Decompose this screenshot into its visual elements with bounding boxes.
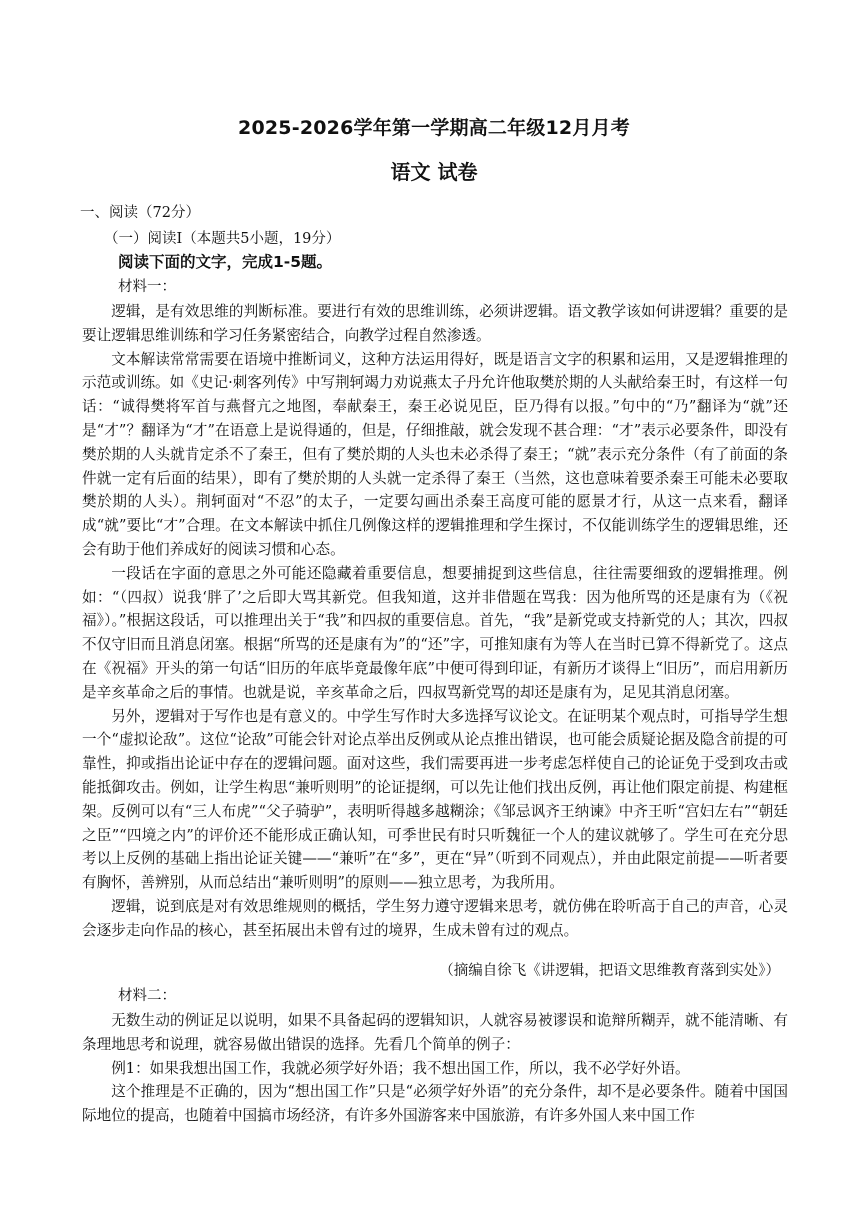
material-2-label: 材料二：: [118, 988, 176, 1004]
paragraph: 这个推理是不正确的，因为“想出国工作”只是“必须学好外语”的充分条件，却不是必要条件。随着中国国际地位的提高，也随着中国搞市场经济，有许多外国游客来中国旅游，有许多外国人来中国工作: [82, 1083, 788, 1125]
material-1-body: [82, 300, 788, 943]
material-1-source: （摘编自徐飞《讲逻辑，把语文思维教育落到实处》）: [439, 963, 780, 979]
paragraph: 逻辑，是有效思维的判断标准。要进行有效的思维训练，必须讲逻辑。语文教学该如何讲逻辑？重要的是要让逻辑思维训练和学习任务紧密结合，向教学过程自然渗透。: [82, 303, 788, 344]
section-heading: 一、阅读（72分）: [80, 205, 200, 221]
exam-title: 2025-2026学年第一学期高二年级12月月考: [238, 117, 630, 139]
sub-section-heading: （一）阅读Ⅰ（本题共5小题，19分）: [104, 231, 341, 247]
paragraph: 一段话在字面的意思之外可能还隐藏着重要信息，想要捕捉到这些信息，往往需要细致的逻辑推理。例如：“（四叔）说我‘胖了’之后即大骂其新党。但我知道，这并非借题在骂我：因为他所骂的还是康有为（《祝福》）。”根据这段话，可以推理出关于“我”和四叔的重要信息。首先，“我”是新党或支持新党的人；其次，四叔不仅守旧而且消息闭塞。根据“所骂的还是康有为”的“还”字，可推知康有为等人在当时已算不得新党了。这点在《祝福》开头的第一句话“旧历的年底毕竟最像年底”中便可得到印证，有新历才谈得上“旧历”，而启用新历是辛亥革命之后的事情。也就是说，辛亥革命之后，四叔骂新党骂的却还是康有为，足见其消息闭塞。: [82, 564, 788, 701]
paragraph: 例1：如果我想出国工作，我就必须学好外语；我不想出国工作，所以，我不必学好外语。: [111, 1059, 690, 1077]
material-2-body: [82, 1009, 788, 1128]
paragraph: 逻辑，说到底是对有效思维规则的概括，学生努力遵守逻辑来思考，就仿佛在聆听高于自己的声音，心灵会逐步走向作品的核心，甚至拓展出未曾有过的境界，生成未曾有过的观点。: [82, 897, 788, 939]
instruction: 阅读下面的文字，完成1-5题。: [118, 253, 333, 271]
paragraph: 文本解读常常需要在语境中推断词义，这种方法运用得好，既是语言文字的积累和运用，又是逻辑推理的示范或训练。如《史记·刺客列传》中写荆轲竭力劝说燕太子丹允许他取樊於期的人头献给秦王时，有这样一句话：“诚得樊将军首与燕督亢之地图，奉献秦王，秦王必说见臣，臣乃得有以报。”句中的“乃”翻译为“就”还是“才”？翻译为“才”在语意上是说得通的，但是，仔细推敲，就会发现不甚合理：“才”表示必要条件，即没有樊於期的人头就肯定杀不了秦王，但有了樊於期的人头也未必杀得了秦王；“就”表示充分条件（有了前面的条件就一定有后面的结果），即有了樊於期的人头就一定杀得了秦王（当然，这也意味着要杀秦王可能未必要取樊於期的人头）。荆轲面对“不忍”的太子，一定要勾画出杀秦王高度可能的愿景才行，从这一点来看，翻译成“就”要比“才”合理。在文本解读中抓住几例像这样的逻辑推理和学生探讨，不仅能训练学生的逻辑思维，还会有助于他们养成好的阅读习惯和心态。: [82, 350, 788, 558]
exam-subtitle: 语文 试卷: [390, 160, 478, 184]
paragraph: 无数生动的例证足以说明，如果不具备起码的逻辑知识，人就容易被谬误和诡辩所糊弄，就不能清晰、有条理地思考和说理，就容易做出错误的选择。先看几个简单的例子：: [82, 1012, 788, 1053]
material-1-label: 材料一：: [118, 279, 176, 295]
paragraph: 另外，逻辑对于写作也是有意义的。中学生写作时大多选择写议论文。在证明某个观点时，可指导学生想一个“虚拟论敌”。这位“论敌”可能会针对论点举出反例或从论点推出错误，也可能会质疑论据及隐含前提的可靠性，抑或指出论证中存在的逻辑问题。面对这些，我们需要再进一步考虑怎样使自己的论证免于受到攻击或能抵御攻击。例如，让学生构思“兼听则明”的论证提纲，可以先让他们找出反例，再让他们限定前提、构建框架。反例可以有“三人布虎”“父子骑驴”，表明听得越多越糊涂；《邹忌讽齐王纳谏》中齐王听“宫妇左右”“朝廷之臣”“四境之内”的评价还不能形成正确认知，可季世民有时只听魏征一个人的建议就够了。学生可在充分思考以上反例的基础上指出论证关键——“兼听”在“多”，更在“异”（听到不同观点），并由此限定前提——听者要有胸怀，善辨别，从而总结出“兼听则明”的原则——独立思考，为我所用。: [82, 707, 788, 892]
